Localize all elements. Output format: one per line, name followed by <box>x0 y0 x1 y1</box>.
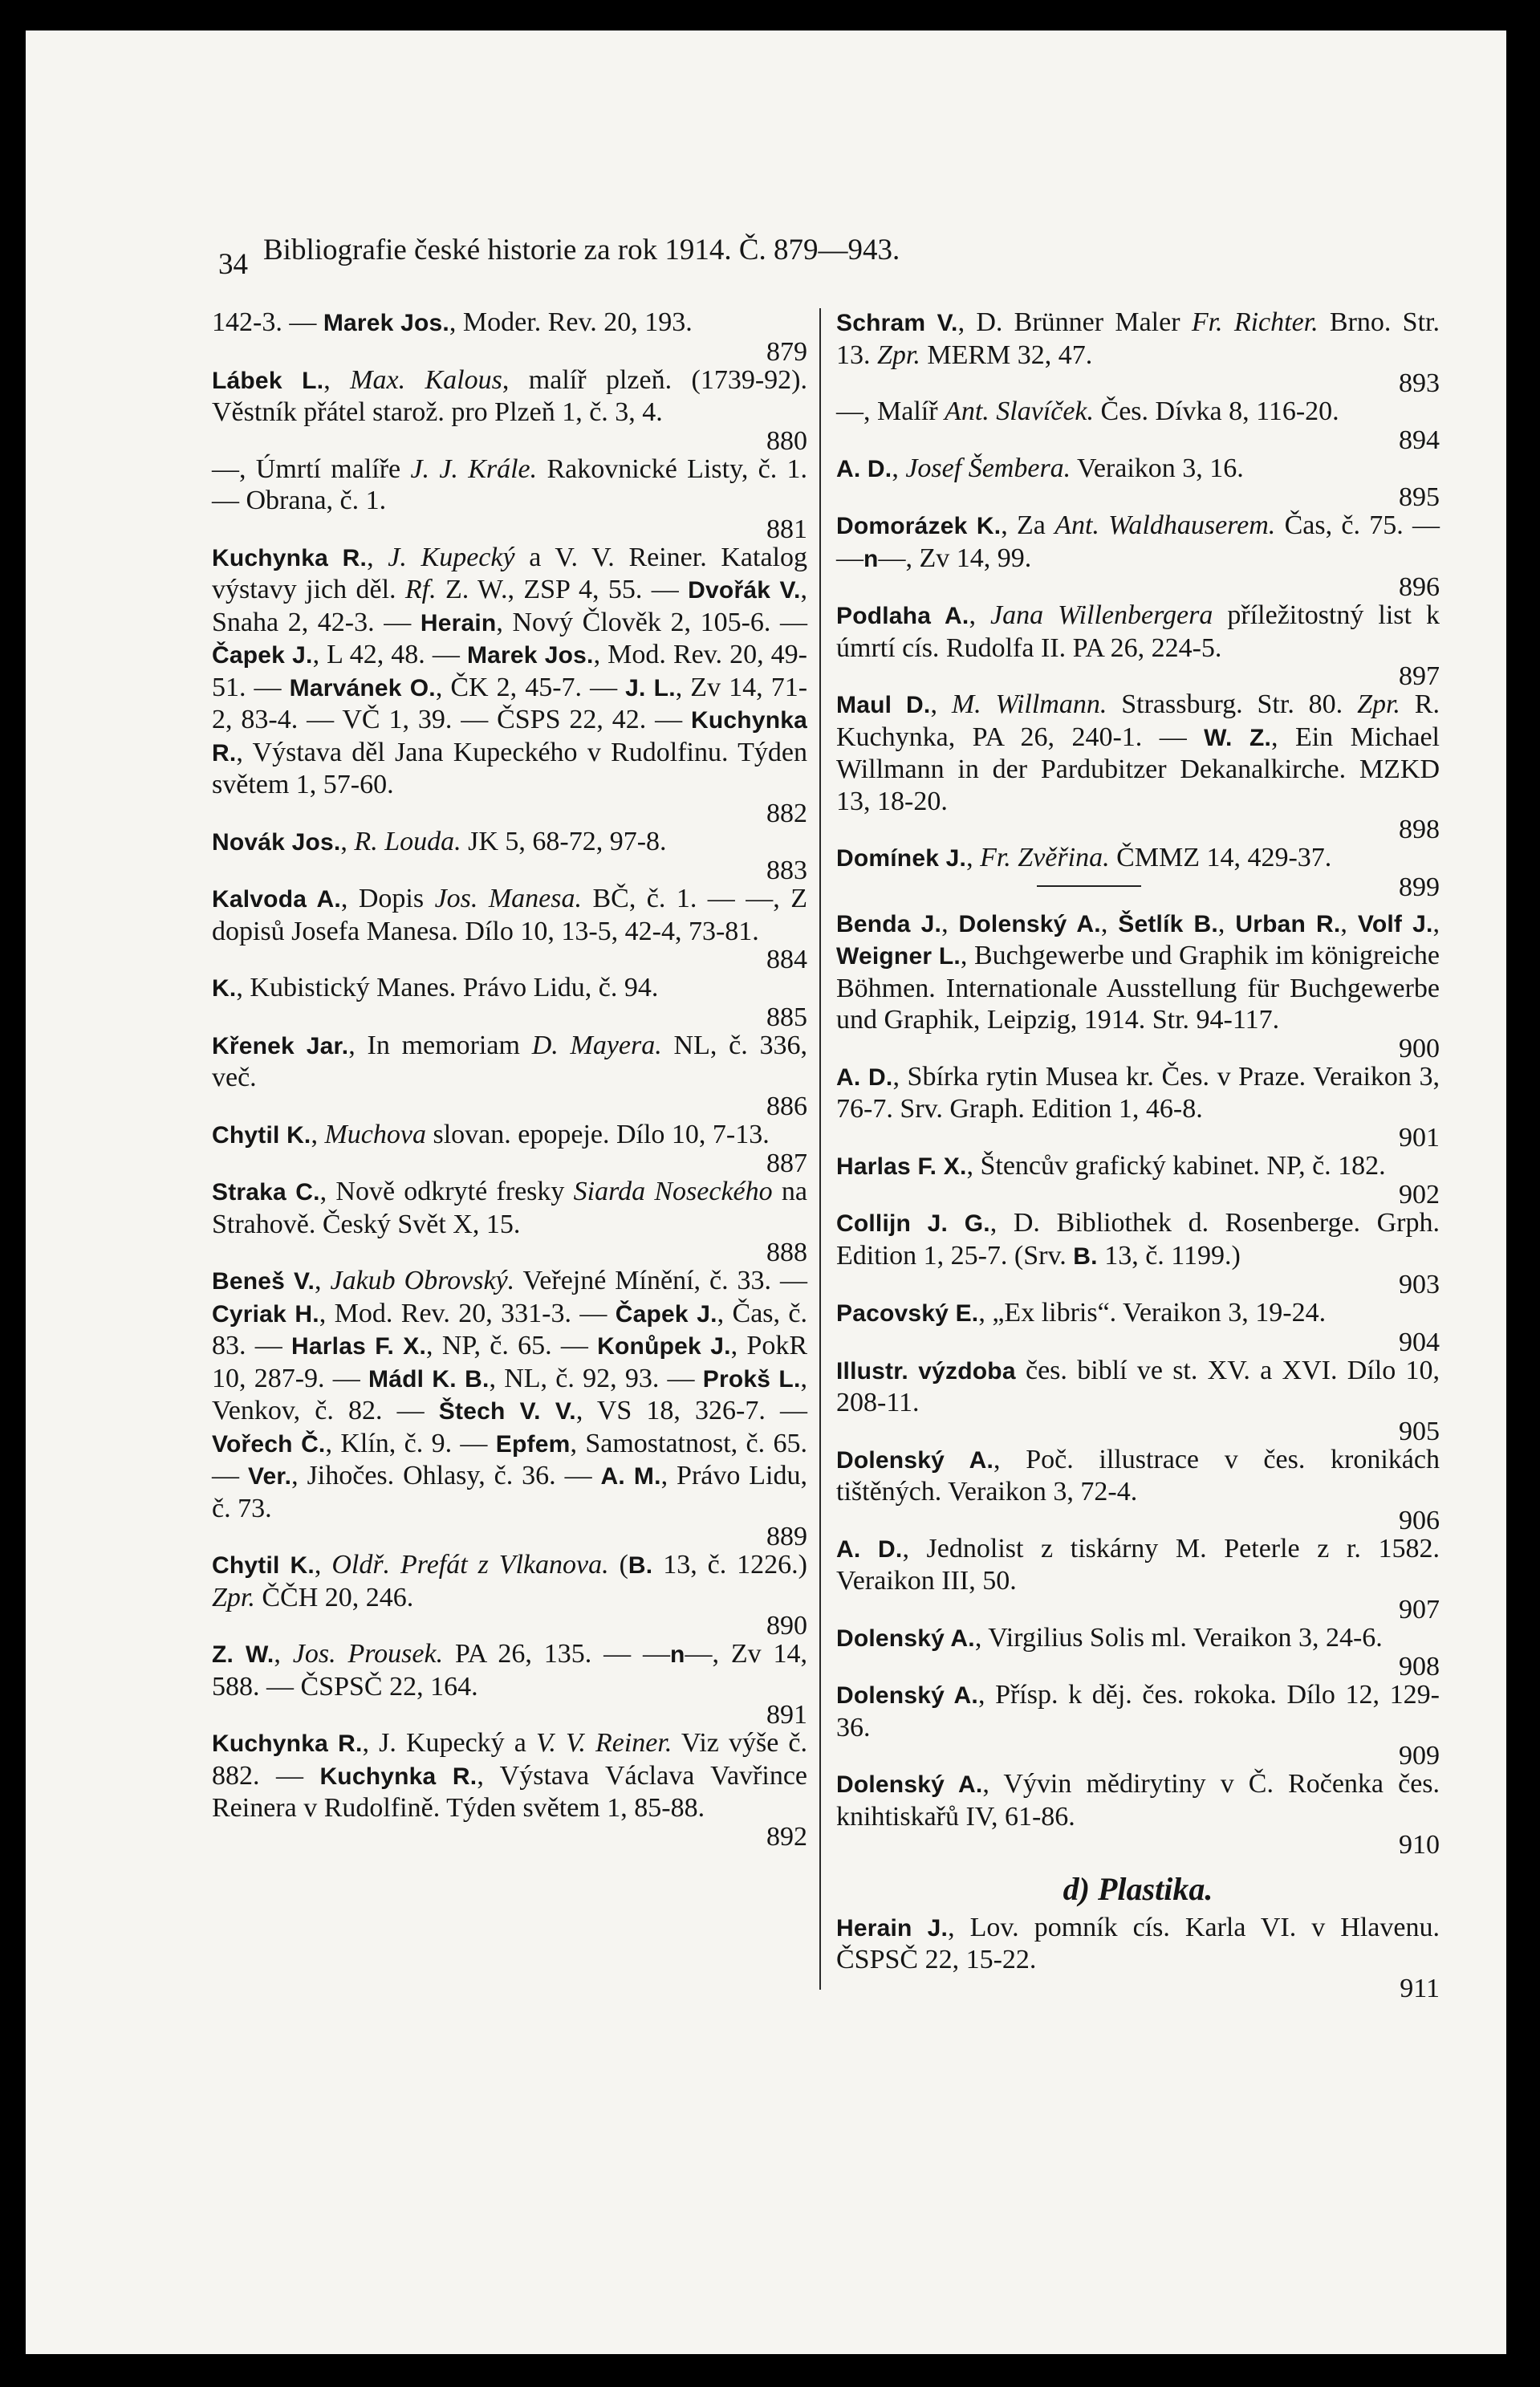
entry-text: Chytil K., Muchova slovan. epopeje. Dílo 10, 7-13. <box>212 1119 770 1149</box>
entry-text: A. D., Josef Šembera. Veraikon 3, 16. <box>836 453 1244 483</box>
bibliography-entry <box>212 453 807 542</box>
entry-text: Collijn J. G., D. Bibliothek d. Rosenberge. Grph. Edition 1, 25-7. (Srv. B. 13, č. 1199.) <box>836 1208 1440 1271</box>
entry-number: 907 <box>1399 1594 1440 1625</box>
bibliography-entry <box>212 1549 807 1641</box>
right-column-part-b <box>836 908 1440 1858</box>
entry-text: Beneš V., Jakub Obrovský. Veřejné Mínění, č. 33. — Cyriak H., Mod. Rev. 20, 331-3. — Čapek J., Čas, č. 83. — Harlas F. X., NP, č. 65. — Konůpek J., PokR 10, 287-9. — Mádl K. B., NL, č. 92, 93. — Prokš L., Venkov, č. 82. — Štech V. V., VS 18, 326-7. — Vořech Č., Klín, č. 9. — Epfem, Samostatnost, č. 65. — Ver., Jihočes. Ohlasy, č. 36. — A. M., Právo Lidu, č. 73. <box>212 1266 808 1523</box>
entry-text: Schram V., D. Brünner Maler Fr. Richter. Brno. Str. 13. Zpr. MERM 32, 47. <box>836 307 1440 370</box>
entry-number: 900 <box>1399 1033 1440 1063</box>
bibliography-entry <box>212 307 807 367</box>
entry-number: 885 <box>766 1002 807 1032</box>
entry-text: Domínek J., Fr. Zvěřina. ČMMZ 14, 429-37. <box>836 843 1332 872</box>
entry-number: 893 <box>1399 368 1440 398</box>
entry-text: Kuchynka R., J. Kupecký a V. V. Reiner. Katalog výstavy jich děl. Rf. Z. W., ZSP 4, 55. — Dvořák V., Snaha 2, 42-3. — Herain, Nový Člověk 2, 105-6. — Čapek J., L 42, 48. — Marek Jos., Mod. Rev. 20, 49-51. — Marvánek O., ČK 2, 45-7. — J. L., Zv 14, 71-2, 83-4. — VČ 1, 39. — ČSPS 22, 42. — Kuchynka R., Výstava děl Jana Kupeckého v Rudolfinu. Týden světem 1, 57-60. <box>212 542 808 799</box>
entry-text: Harlas F. X., Štencův grafický kabinet. NP, č. 182. <box>836 1150 1386 1181</box>
entry-text: Straka C., Nově odkryté fresky Siarda Noseckého na Strahově. Český Svět X, 15. <box>212 1177 807 1239</box>
bibliography-entry <box>212 826 807 884</box>
entry-text: Pacovský E., „Ex libris“. Veraikon 3, 19-24. <box>836 1298 1327 1328</box>
entry-number: 880 <box>766 425 807 456</box>
page-number: 34 <box>218 248 248 281</box>
entry-number: 908 <box>1399 1652 1440 1681</box>
bibliography-entry <box>212 364 807 456</box>
bibliography-entry <box>836 1297 1440 1355</box>
entry-text: Kalvoda A., Dopis Jos. Manesa. BČ, č. 1. — —, Z dopisů Josefa Manesa. Dílo 10, 13-5, 42-4, 73-81. <box>212 884 807 946</box>
entry-number: 906 <box>1399 1505 1440 1535</box>
entry-number: 903 <box>1399 1270 1440 1299</box>
entry-text: Křenek Jar., In memoriam D. Mayera. NL, č. 336, več. <box>212 1030 807 1092</box>
bibliography-entry <box>212 972 807 1030</box>
entry-number: 904 <box>1399 1327 1440 1357</box>
entry-number: 902 <box>1399 1180 1440 1210</box>
bibliography-entry <box>836 307 1440 396</box>
entry-number: 894 <box>1399 425 1440 455</box>
entry-number: 895 <box>1399 482 1440 512</box>
entry-number: 898 <box>1399 815 1440 844</box>
entry-number: 910 <box>1399 1830 1440 1860</box>
entry-number: 889 <box>766 1522 807 1551</box>
entry-number: 881 <box>766 514 807 544</box>
right-column <box>836 307 1440 2001</box>
bibliography-entry <box>836 1150 1440 1208</box>
entry-text: Lábek L., Max. Kalous, malíř plzeň. (1739-92). Věstník přátel starož. pro Plzeň 1, č. 3, 4. <box>212 364 807 427</box>
bibliography-entry <box>836 1679 1440 1771</box>
bibliography-entry <box>212 1119 807 1177</box>
bibliography-entry <box>836 1912 1440 2001</box>
bibliography-entry <box>836 600 1440 689</box>
entry-number: 905 <box>1399 1416 1440 1446</box>
entry-text: Dolenský A., Přísp. k děj. čes. rokoka. Dílo 12, 129-36. <box>836 1680 1440 1742</box>
bibliography-entry <box>836 396 1440 453</box>
entry-number: 890 <box>766 1611 807 1641</box>
entry-number: 911 <box>1400 1973 1440 2003</box>
right-column-part-c <box>836 1912 1440 2001</box>
column-divider <box>819 308 821 1990</box>
entry-text: Dolenský A., Poč. illustrace v čes. kronikách tištěných. Veraikon 3, 72-4. <box>836 1444 1440 1507</box>
bibliography-entry <box>836 1355 1440 1444</box>
bibliography-entry <box>212 1030 807 1119</box>
right-column-part-a <box>836 307 1440 900</box>
bibliography-entry <box>212 883 807 972</box>
entry-text: K., Kubistický Manes. Právo Lidu, č. 94. <box>212 973 659 1002</box>
left-column <box>212 307 808 1852</box>
bibliography-entry <box>836 1207 1440 1297</box>
entry-text: Dolenský A., Vývin mědirytiny v Č. Ročenka čes. knihtiskařů IV, 61-86. <box>836 1769 1440 1832</box>
entry-text: Benda J., Dolenský A., Šetlík B., Urban R., Volf J., Weigner L., Buchgewerbe und Graphik im königreiche Böhmen. Internationale Ausstellung für Buchgewerbe und Graphik, Leipzig, 1914. Str. 94-117. <box>836 908 1440 1035</box>
entry-number: 879 <box>766 336 807 367</box>
bibliography-entry <box>212 1176 807 1265</box>
entry-text: Herain J., Lov. pomník cís. Karla VI. v Hlavenu. ČSPSČ 22, 15-22. <box>836 1912 1440 1974</box>
entry-text: A. D., Jednolist z tiskárny M. Peterle z r. 1582. Veraikon III, 50. <box>836 1533 1440 1596</box>
entry-number: 909 <box>1399 1741 1440 1771</box>
entry-number: 888 <box>766 1238 807 1267</box>
bibliography-entry <box>212 1265 807 1549</box>
entry-text: Dolenský A., Virgilius Solis ml. Veraikon 3, 24-6. <box>836 1622 1383 1653</box>
entry-number: 886 <box>766 1091 807 1121</box>
section-heading: d) Plastika. <box>1063 1871 1213 1907</box>
separator-gap <box>836 887 1440 908</box>
entry-text: Kuchynka R., J. Kupecký a V. V. Reiner. Viz výše č. 882. — Kuchynka R., Výstava Václava Vavřince Reinera v Rudolfině. Týden světem 1, 85-88. <box>212 1728 807 1823</box>
entry-number: 884 <box>766 945 807 974</box>
entry-text: A. D., Sbírka rytin Musea kr. Čes. v Praze. Veraikon 3, 76-7. Srv. Graph. Edition 1, 46-8. <box>836 1061 1440 1124</box>
entry-number: 883 <box>766 856 807 885</box>
entry-number: 891 <box>766 1700 807 1730</box>
bibliography-entry <box>212 1638 807 1730</box>
entry-text: Novák Jos., R. Louda. JK 5, 68-72, 97-8. <box>212 826 667 856</box>
entry-text: Podlaha A., Jana Willenbergera příležitostný list k úmrtí cís. Rudolfa II. PA 26, 224-5. <box>836 600 1440 663</box>
bibliography-entry <box>836 689 1440 842</box>
entry-text: Maul D., M. Willmann. Strassburg. Str. 80. Zpr. R. Kuchynka, PA 26, 240-1. — W. Z., Ein Michael Willmann in der Pardubitzer Dekanalkirche. MZKD 13, 18-20. <box>836 689 1440 816</box>
entry-number: 897 <box>1399 661 1440 691</box>
entry-number: 901 <box>1399 1122 1440 1153</box>
bibliography-entry <box>836 510 1440 600</box>
bibliography-entry <box>836 1622 1440 1680</box>
bibliography-entry <box>836 1533 1440 1625</box>
entry-text: Chytil K., Oldř. Prefát z Vlkanova. (B. 13, č. 1226.) Zpr. ČČH 20, 246. <box>212 1550 807 1612</box>
entry-number: 882 <box>766 798 807 828</box>
entry-text: Z. W., Jos. Prousek. PA 26, 135. — —n—, Zv 14, 588. — ČSPSČ 22, 164. <box>212 1639 807 1702</box>
bibliography-entry <box>836 908 1440 1061</box>
entry-text: —, Úmrtí malíře J. J. Krále. Rakovnické Listy, č. 1. — Obrana, č. 1. <box>212 453 807 515</box>
bibliography-entry <box>836 453 1440 510</box>
entry-text: Illustr. výzdoba čes. biblí ve st. XV. a XVI. Dílo 10, 208-11. <box>836 1355 1440 1417</box>
entry-number: 892 <box>766 1821 807 1852</box>
bibliography-entry <box>836 1061 1440 1153</box>
entry-number: 887 <box>766 1149 807 1178</box>
bibliography-entry <box>836 1444 1440 1533</box>
entry-number: 899 <box>1399 872 1440 902</box>
entry-text: Domorázek K., Za Ant. Waldhauserem. Čas, č. 75. — —n—, Zv 14, 99. <box>836 510 1440 573</box>
bibliography-entry <box>836 1768 1440 1860</box>
bibliography-entry <box>212 1727 807 1852</box>
bibliography-entry <box>212 542 807 826</box>
running-head: Bibliografie české historie za rok 1914. Č. 879—943. <box>263 234 900 266</box>
entry-number: 896 <box>1399 572 1440 602</box>
entry-text: 142-3. — Marek Jos., Moder. Rev. 20, 193. <box>212 307 693 337</box>
entry-text: —, Malíř Ant. Slavíček. Čes. Dívka 8, 116-20. <box>836 396 1339 426</box>
